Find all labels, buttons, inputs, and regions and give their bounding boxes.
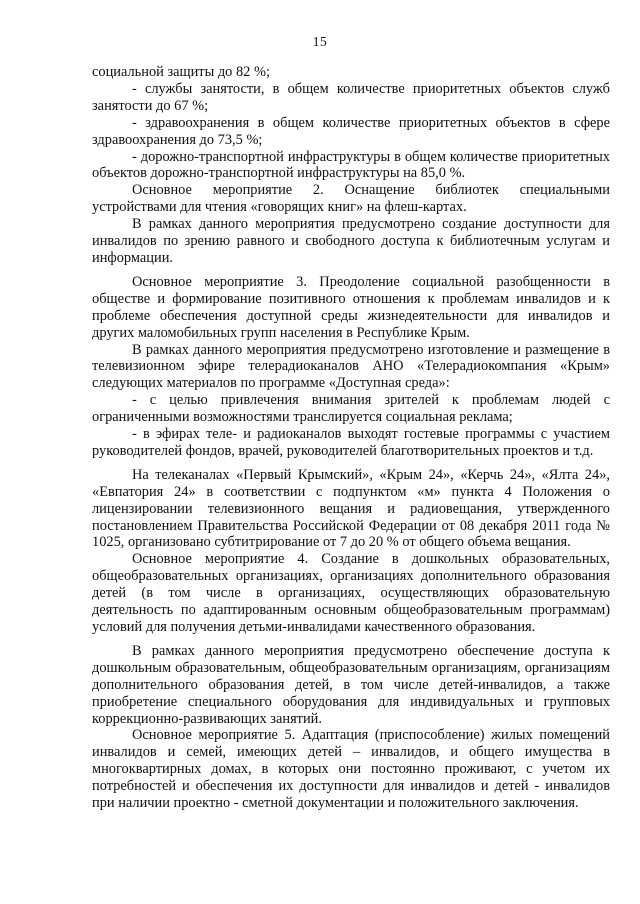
paragraph: - с целью привлечения внимания зрителей к проблемам людей с ограниченными возможностями транслируется социальная реклама; xyxy=(92,392,610,426)
paragraph: В рамках данного мероприятия предусмотрено обеспечение доступа к дошкольным образовательным, общеобразовательным организациям, организациям дополнительного образования детей, в том числе детей-инвалидов, а также приобретение специального оборудования для индивидуальных и групповых коррекционно-развивающих занятий. xyxy=(92,642,610,727)
paragraph: - дорожно-транспортной инфраструктуры в общем количестве приоритетных объектов дорожно-транспортной инфраструктуры на 85,0 %. xyxy=(92,148,610,182)
document-body xyxy=(92,64,610,812)
page-number: 15 xyxy=(312,34,328,49)
paragraph: социальной защиты до 82 %; xyxy=(92,64,270,80)
paragraph: Основное мероприятие 4. Создание в дошкольных образовательных, общеобразовательных организациях, организациях дополнительного образования детей (в том числе в организациях, осуществляющих образовательную деятельность по адаптированным основным общеобразовательным программам) условий для получения детьми-инвалидами качественного образования. xyxy=(92,551,610,635)
paragraph: - в эфирах теле- и радиоканалов выходят гостевые программы с участием руководителей фондов, врачей, руководителей благотворительных проектов и т.д. xyxy=(92,426,610,459)
paragraph: На телеканалах «Первый Крымский», «Крым 24», «Керчь 24», «Ялта 24», «Евпатория 24» в соответствии с подпунктом «м» пункта 4 Положения о лицензировании телевизионного вещания и радиовещания, утвержденного постановлением Правительства Российской Федерации от 08 декабря 2011 года № 1025, организовано субтитрирование от 7 до 20 % от общего объема вещания. xyxy=(92,466,610,551)
paragraph: В рамках данного мероприятия предусмотрено создание доступности для инвалидов по зрению равного и свободного доступа к библиотечным услугам и информации. xyxy=(92,216,610,266)
paragraph: - здравоохранения в общем количестве приоритетных объектов в сфере здравоохранения до 73,5 %; xyxy=(92,114,610,148)
paragraph: Основное мероприятие 5. Адаптация (приспособление) жилых помещений инвалидов и семей, имеющих детей – инвалидов, и общего имущества в многоквартирных домах, в которых они постоянно проживают, с учетом их потребностей и обеспечения их доступности для инвалидов и детей - инвалидов при наличии проектно - сметной документации и положительного заключения. xyxy=(92,727,610,812)
paragraph: - службы занятости, в общем количестве приоритетных объектов служб занятости до 67 %; xyxy=(92,80,610,114)
paragraph: Основное мероприятие 3. Преодоление социальной разобщенности в обществе и формирование позитивного отношения к проблемам инвалидов и к проблеме обеспечения доступной среды жизнедеятельности для инвалидов и других маломобильных групп населения в Республике Крым. xyxy=(92,273,610,341)
paragraph: Основное мероприятие 2. Оснащение библиотек специальными устройствами для чтения «говорящих книг» на флеш-картах. xyxy=(92,182,610,216)
paragraph: В рамках данного мероприятия предусмотрено изготовление и размещение в телевизионном эфире телерадиоканалов АНО «Телерадиокомпания «Крым» следующих материалов по программе «Доступная среда»: xyxy=(92,341,610,392)
